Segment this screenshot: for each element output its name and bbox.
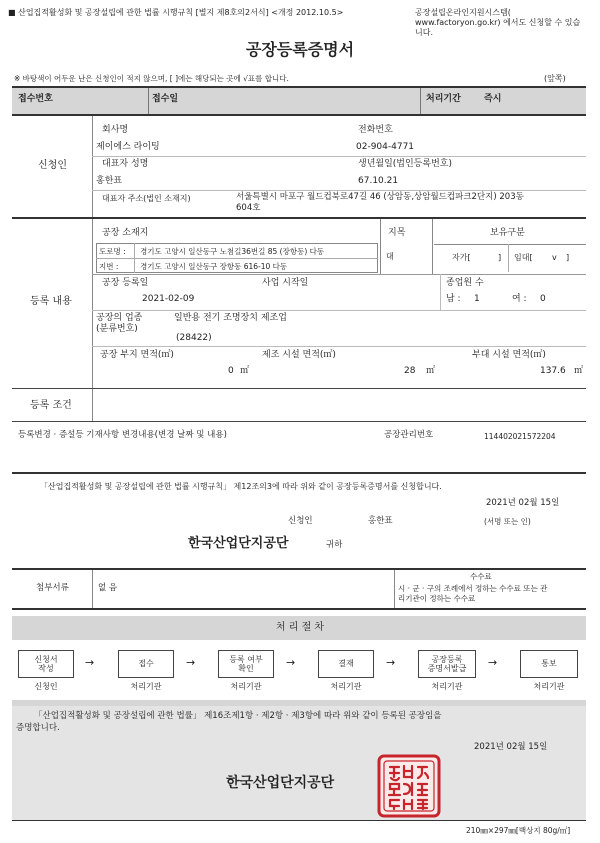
procedure-arrow-2: → — [186, 656, 196, 669]
request-statement: 「산업집적활성화 및 공장설립에 관한 법률 시행규칙」 제12조의3에 따라 위와 같이 공장등록증명서를 신청합니다. — [40, 482, 442, 491]
procedure-step-6 — [520, 650, 578, 678]
procedure-title: 처 리 절 차 — [275, 622, 325, 633]
procedure-step-5 — [418, 650, 476, 678]
page-side: (앞쪽) — [544, 74, 566, 83]
procedure-actor-1: 신청인 — [34, 682, 58, 691]
ownership-lease-check: v — [552, 253, 557, 262]
female-count: 0 — [540, 294, 546, 304]
procedure-step-2 — [118, 650, 174, 678]
attachments-label: 첨부서류 — [36, 583, 69, 593]
procedure-actor-5: 처리기관 — [431, 682, 463, 691]
land-category-label: 지목 — [388, 228, 406, 238]
online-note-line2: www.factoryon.go.kr) 에서도 신청할 수 있습 — [415, 18, 581, 27]
fee-description-line1: 시 · 군 · 구의 조례에서 정하는 수수료 또는 관 — [398, 584, 548, 593]
address-label: 대표자 주소(법인 소재지) — [102, 194, 191, 203]
registration-section-label: 등록 내용 — [30, 296, 72, 307]
procedure-arrow-4: → — [386, 656, 396, 669]
phone-label: 전화번호 — [358, 125, 393, 135]
ownership-self-label: 자가[ — [452, 253, 471, 262]
procedure-step-4 — [318, 650, 374, 678]
instruction-note: ※ 바탕색이 어두운 난은 신청인이 적지 않으며, [ ]에는 해당되는 곳에 √표를 합니다. — [14, 74, 289, 83]
business-type-value: 일반용 전기 조명장치 제조업 — [174, 313, 287, 323]
lot-address-label: 지번 : — [99, 262, 119, 271]
paper-specification: 210㎜×297㎜[백상지 80g/㎡] — [466, 826, 571, 835]
fee-description-line2: 리기관이 정하는 수수료 — [398, 594, 476, 603]
procedure-actor-3: 처리기관 — [230, 682, 262, 691]
site-area-unit: ㎡ — [240, 366, 250, 376]
procedure-step-1-line2: 작성 — [38, 664, 54, 673]
management-number-value: 114402021572204 — [484, 432, 556, 441]
attachments-value: 없 음 — [98, 583, 118, 593]
document-title: 공장등록증명서 — [245, 40, 355, 59]
representative-name-label: 대표자 성명 — [102, 159, 149, 169]
procedure-actor-2: 처리기관 — [130, 682, 162, 691]
official-seal-icon — [377, 754, 441, 818]
procedure-step-5-line2: 증명서발급 — [427, 664, 467, 673]
recipient-organization: 한국산업단지공단 — [188, 536, 289, 551]
registration-date-value: 2021-02-09 — [142, 294, 195, 304]
certification-statement-line1: 「산업집적활성화 및 공장설립에 관한 법률」 제16조제1항 · 제2항 · 제3항에 따라 위와 같이 등록된 공장임을 — [34, 711, 442, 721]
address-value-line1: 서울특별시 마포구 월드컵북로47길 46 (상암동,상암월드컵파크2단지) 203동 — [236, 192, 524, 202]
birth-date-value: 67.10.21 — [358, 176, 399, 186]
site-area-label: 공장 부지 면적(㎡) — [100, 350, 174, 360]
auxiliary-area-label: 부대 시설 면적(㎡) — [472, 350, 546, 360]
land-category-value: 대 — [386, 252, 394, 261]
request-applicant-label: 신청인 — [288, 516, 313, 526]
processing-period-label: 처리기간 — [426, 94, 461, 104]
procedure-step-5-line1: 공장등록 — [431, 654, 463, 664]
manufacturing-area-value: 28 — [404, 366, 416, 376]
factory-location-label: 공장 소재지 — [102, 228, 149, 238]
address-value-line2: 604호 — [236, 203, 261, 213]
change-history-label: 등록변경 · 증설등 기재사항 변경내용(변경 날짜 및 내용) — [18, 430, 227, 440]
business-type-label-line2: (분류번호) — [96, 324, 138, 334]
processing-period-value: 즉시 — [484, 94, 502, 104]
procedure-step-1-line1: 신청서 — [34, 654, 58, 664]
representative-name-value: 홍한표 — [96, 176, 123, 186]
receipt-date-label: 접수일 — [152, 94, 179, 104]
online-note-line1: 공장설립온라인지원시스템( — [415, 8, 511, 17]
procedure-step-3-line1: 등록 여부 — [229, 654, 263, 664]
procedure-arrow-5: → — [488, 656, 498, 669]
road-address-label: 도로명 : — [99, 247, 126, 256]
procedure-arrow-1: → — [85, 656, 95, 669]
business-type-label-line1: 공장의 업종 — [96, 313, 143, 323]
registration-condition-label: 등록 조건 — [30, 400, 72, 411]
phone-value: 02-904-4771 — [356, 142, 415, 152]
procedure-arrow-3: → — [286, 656, 296, 669]
fee-label: 수수료 — [470, 572, 492, 581]
registration-date-label: 공장 등록일 — [102, 278, 149, 288]
issuing-organization: 한국산업단지공단 — [226, 775, 335, 791]
male-count: 1 — [474, 294, 480, 304]
procedure-step-2-line1: 접수 — [138, 659, 154, 669]
road-address-value: 경기도 고양시 일산동구 노첨길36번길 85 (장항동) 다동 — [140, 247, 325, 256]
online-note-line3: 니다. — [415, 28, 433, 37]
receipt-number-label: 접수번호 — [18, 94, 53, 104]
company-name-label: 회사명 — [102, 125, 129, 135]
request-applicant-name: 홍한표 — [368, 516, 393, 526]
auxiliary-area-unit: ㎡ — [574, 366, 584, 376]
business-code-value: (28422) — [176, 333, 212, 343]
procedure-step-6-line1: 통보 — [541, 659, 557, 669]
procedure-actor-4: 처리기관 — [330, 682, 362, 691]
request-date: 2021년 02월 15일 — [486, 498, 560, 508]
manufacturing-area-unit: ㎡ — [426, 366, 436, 376]
management-number-label: 공장관리번호 — [384, 430, 434, 440]
ownership-self-close: ] — [498, 253, 502, 262]
certification-date: 2021년 02월 15일 — [474, 742, 548, 752]
procedure-step-4-line1: 결재 — [338, 659, 354, 669]
procedure-step-3-line2: 확인 — [238, 664, 254, 673]
business-start-label: 사업 시작일 — [262, 278, 309, 288]
male-label: 남 : — [446, 294, 461, 304]
lot-address-value: 경기도 고양시 일산동구 장항동 616-10 다동 — [140, 262, 288, 271]
company-name-value: 제이에스 라이팅 — [96, 142, 160, 152]
signature-note: (서명 또는 인) — [484, 517, 531, 526]
certification-statement-line2: 증명합니다. — [16, 723, 60, 733]
ownership-lease-label: 임대[ — [514, 253, 533, 262]
site-area-value: 0 — [228, 366, 234, 376]
birth-date-label: 생년월일(법인등록번호) — [358, 159, 452, 169]
ownership-lease-close: ] — [566, 253, 570, 262]
employee-count-label: 종업원 수 — [446, 278, 484, 288]
auxiliary-area-value: 137.6 — [540, 366, 566, 376]
ownership-label: 보유구분 — [490, 228, 525, 238]
law-reference: ■ 산업집적활성화 및 공장설립에 관한 법률 시행규칙 [별지 제8호의2서식] <개정 2012.10.5> — [8, 8, 344, 17]
procedure-actor-6: 처리기관 — [533, 682, 565, 691]
procedure-step-1 — [18, 650, 74, 678]
recipient-suffix: 귀하 — [326, 540, 343, 550]
procedure-step-3 — [218, 650, 274, 678]
female-label: 여 : — [512, 294, 527, 304]
manufacturing-area-label: 제조 시설 면적(㎡) — [262, 350, 336, 360]
applicant-section-label: 신청인 — [38, 160, 67, 171]
